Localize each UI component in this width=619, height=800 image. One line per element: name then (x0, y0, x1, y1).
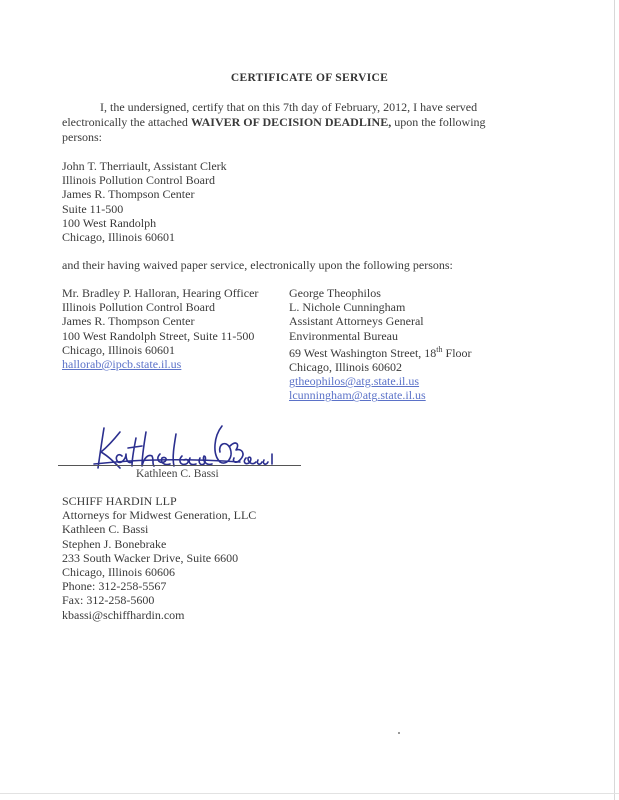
page-edge-right (614, 0, 615, 800)
address-line: Illinois Pollution Control Board (62, 300, 216, 315)
email-link-cunningham[interactable]: lcunningham@atg.state.il.us (289, 388, 426, 403)
firm-line: SCHIFF HARDIN LLP (62, 494, 177, 508)
address-line: L. Nichole Cunningham (289, 300, 406, 315)
email-link-theophilos[interactable]: gtheophilos@atg.state.il.us (289, 374, 420, 389)
firm-line: Fax: 312-258-5600 (62, 593, 155, 608)
document-name: WAIVER OF DECISION DEADLINE, (190, 115, 392, 129)
address-line: Environmental Bureau (289, 328, 398, 343)
street-floor: Floor (442, 345, 472, 360)
primary-recipient-address (62, 159, 227, 244)
address-line: Chicago, Illinois 60601 (62, 342, 175, 357)
address-line: John T. Therriault, Assistant Clerk (62, 159, 227, 173)
page-title: CERTIFICATE OF SERVICE (230, 72, 389, 84)
firm-line: Attorneys for Midwest Generation, LLC (62, 508, 257, 523)
firm-email: kbassi@schiffhardin.com (62, 607, 185, 622)
firm-line: Kathleen C. Bassi (62, 522, 149, 537)
recipient-attorneys-general-address (289, 286, 472, 403)
firm-signature-block (62, 494, 256, 622)
address-line: Illinois Pollution Control Board (62, 173, 216, 188)
address-line: Chicago, Illinois 60601 (62, 230, 175, 245)
firm-line: 233 South Wacker Drive, Suite 6600 (62, 550, 239, 565)
address-line: 100 West Randolph (62, 215, 157, 230)
street-line (289, 343, 472, 360)
email-link-halloran[interactable]: hallorab@ipcb.state.il.us (62, 357, 182, 372)
certification-paragraph (62, 100, 512, 145)
address-line: George Theophilos (289, 286, 381, 300)
page-edge-bottom (0, 793, 619, 794)
recipient-halloran-address (62, 286, 258, 371)
street-text: 69 West Washington Street, 18 (289, 345, 437, 360)
address-line: James R. Thompson Center (62, 314, 195, 329)
paper-service-statement: and their having waived paper service, electronically upon the following persons: (62, 258, 453, 272)
certification-text-end: upon the following persons: (62, 115, 486, 144)
signer-name: Kathleen C. Bassi (136, 468, 219, 480)
address-line: Assistant Attorneys General (289, 314, 424, 329)
address-line: James R. Thompson Center (62, 187, 195, 202)
firm-line: Phone: 312-258-5567 (62, 579, 167, 594)
firm-line: Chicago, Illinois 60606 (62, 565, 175, 580)
signature-line (58, 465, 301, 466)
address-line: 100 West Randolph Street, Suite 11-500 (62, 328, 255, 343)
scan-speck (398, 732, 400, 734)
address-line: Mr. Bradley P. Halloran, Hearing Officer (62, 286, 259, 300)
ordinal-suffix: th (436, 344, 443, 354)
city-line: Chicago, Illinois 60602 (289, 360, 402, 375)
certification-text-start: I, the undersigned, certify that on this 7th day of February, 2012, I have served electronically the attached (62, 100, 478, 129)
firm-line: Stephen J. Bonebrake (62, 536, 167, 551)
address-line: Suite 11-500 (62, 201, 124, 216)
